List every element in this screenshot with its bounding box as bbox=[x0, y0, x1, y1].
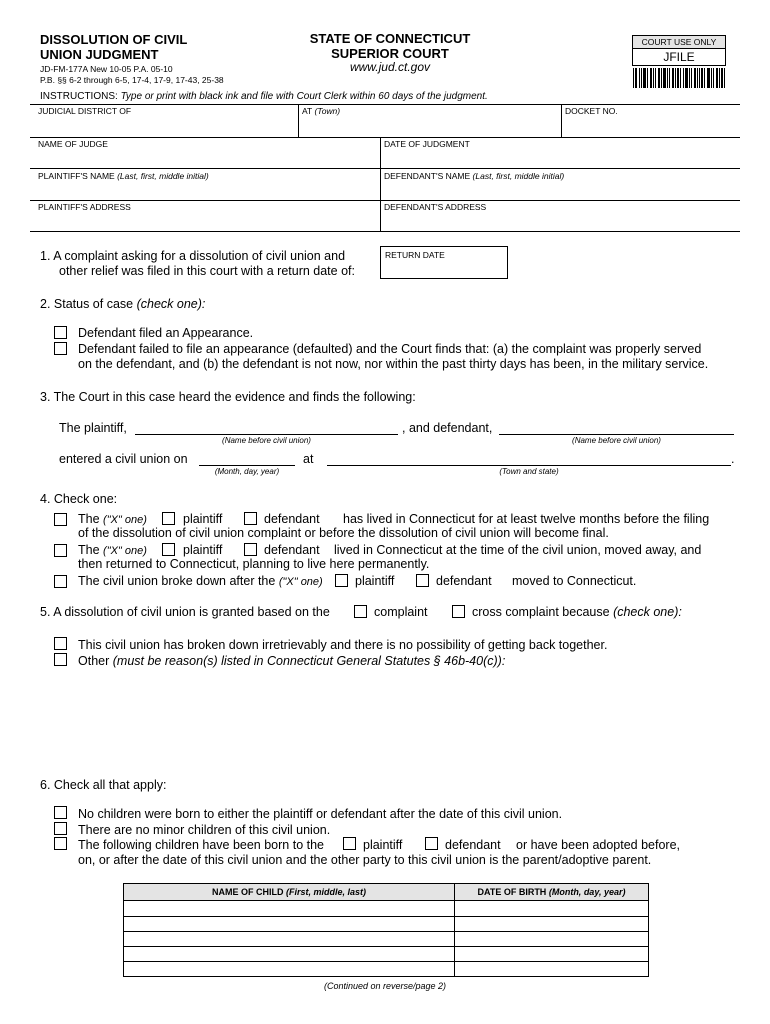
court-website[interactable]: www.jud.ct.gov bbox=[349, 60, 431, 74]
no-minor-children-label: There are no minor children of this civil union. bbox=[78, 823, 331, 837]
town-field[interactable] bbox=[302, 106, 558, 136]
defaulted-label bbox=[78, 342, 708, 372]
plaintiff-label: The plaintiff, bbox=[59, 421, 127, 435]
state-name: STATE OF CONNECTICUT bbox=[309, 31, 471, 46]
return-date-field[interactable] bbox=[380, 246, 508, 279]
children-table-header bbox=[124, 884, 648, 901]
irretrievable-breakdown-label: This civil union has broken down irretrievably and there is no possibility of getting back together. bbox=[78, 638, 608, 652]
period-mark: . bbox=[731, 452, 735, 466]
other-reason-hint: (must be reason(s) listed in Connecticut General Statutes § 46b-40(c)): bbox=[112, 654, 506, 668]
instructions-text: Type or print with black ink and file with Court Clerk within 60 days of the judgment. bbox=[120, 91, 488, 102]
civil-union-town-line[interactable] bbox=[327, 465, 731, 466]
r1-line2: of the dissolution of civil union complaint or before the dissolution of civil union will become final. bbox=[78, 526, 609, 540]
judicial-district-field[interactable] bbox=[38, 106, 296, 136]
other-reason-checkbox[interactable] bbox=[54, 653, 67, 666]
no-children-born-label: No children were born to either the plaintiff or defendant after the date of this civil union. bbox=[78, 807, 563, 821]
r1-x-one: ("X" one) bbox=[103, 514, 147, 526]
residency-returned-checkbox[interactable] bbox=[54, 544, 67, 557]
defaulted-checkbox[interactable] bbox=[54, 342, 67, 355]
child-name-cell-1[interactable] bbox=[125, 902, 453, 916]
r2-tail: lived in Connecticut at the time of the civil union, moved away, and bbox=[334, 543, 702, 557]
children-born-label: The following children have been born to the bbox=[78, 838, 324, 852]
children-plaintiff-label: plaintiff bbox=[363, 838, 403, 852]
form-id-block bbox=[40, 64, 224, 86]
broke-down-after-move-label bbox=[78, 574, 323, 588]
child-name-header bbox=[124, 884, 454, 900]
appearance-filed-checkbox[interactable] bbox=[54, 326, 67, 339]
r2-defendant-checkbox[interactable] bbox=[244, 543, 257, 556]
judge-name-label: NAME OF JUDGE bbox=[38, 139, 108, 149]
return-date-label: RETURN DATE bbox=[385, 250, 445, 260]
section-2-heading-hint: (check one): bbox=[136, 297, 206, 311]
child-dob-header-hint: (Month, day, year) bbox=[548, 887, 626, 897]
r1-tail: has lived in Connecticut for at least twelve months before the filing bbox=[343, 512, 710, 526]
town-label: AT bbox=[302, 106, 313, 116]
child-dob-header-text: DATE OF BIRTH bbox=[477, 887, 547, 897]
r1-plaintiff-label: plaintiff bbox=[183, 512, 223, 526]
child-dob-cell-5[interactable] bbox=[455, 962, 647, 976]
form-title-line1: DISSOLUTION OF CIVIL bbox=[40, 32, 188, 47]
form-title-line2: UNION JUDGMENT bbox=[40, 47, 159, 62]
r1-plaintiff-checkbox[interactable] bbox=[162, 512, 175, 525]
barcode-image bbox=[632, 67, 726, 89]
plaintiff-name-caption: (Name before civil union) bbox=[222, 436, 311, 445]
court-use-box bbox=[632, 35, 726, 66]
plaintiff-name-label: PLAINTIFF'S NAME bbox=[38, 171, 115, 181]
cross-complaint-label bbox=[472, 605, 682, 619]
child-dob-cell-1[interactable] bbox=[455, 902, 647, 916]
residency-returned-label bbox=[78, 543, 147, 557]
civil-union-date-line[interactable] bbox=[199, 465, 295, 466]
r2-x-one: ("X" one) bbox=[103, 545, 147, 557]
other-reason-text: Other bbox=[78, 654, 110, 668]
plaintiff-address-field[interactable] bbox=[38, 202, 376, 230]
plaintiff-address-label: PLAINTIFF'S ADDRESS bbox=[38, 202, 131, 212]
r3-x-one: ("X" one) bbox=[278, 576, 323, 588]
defendant-name-field[interactable] bbox=[384, 171, 736, 199]
residency-12-months-label bbox=[78, 512, 147, 526]
child-dob-cell-2[interactable] bbox=[455, 917, 647, 931]
plaintiff-name-field[interactable] bbox=[38, 171, 376, 199]
judicial-district-label: JUDICIAL DISTRICT OF bbox=[38, 106, 132, 116]
r3-defendant-label: defendant bbox=[436, 574, 492, 588]
continued-note: (Continued on reverse/page 2) bbox=[323, 981, 447, 991]
children-defendant-label: defendant bbox=[445, 838, 501, 852]
children-plaintiff-checkbox[interactable] bbox=[343, 837, 356, 850]
civil-union-town-caption: (Town and state) bbox=[499, 467, 559, 476]
section-6-heading: 6. Check all that apply: bbox=[40, 778, 167, 792]
section-4-heading: 4. Check one: bbox=[40, 492, 118, 506]
judgment-date-label: DATE OF JUDGMENT bbox=[384, 139, 470, 149]
section-1-text bbox=[40, 249, 355, 279]
r3-plaintiff-checkbox[interactable] bbox=[335, 574, 348, 587]
children-tail: or have been adopted before, bbox=[516, 838, 681, 852]
r3-tail: moved to Connecticut. bbox=[512, 574, 637, 588]
court-header bbox=[290, 31, 490, 61]
r2-the: The bbox=[78, 543, 100, 557]
docket-number-field[interactable] bbox=[565, 106, 737, 136]
complaint-label: complaint bbox=[374, 605, 428, 619]
and-defendant-label: , and defendant, bbox=[402, 421, 493, 435]
r3-plaintiff-label: plaintiff bbox=[355, 574, 395, 588]
child-dob-cell-3[interactable] bbox=[455, 932, 647, 946]
plaintiff-name-before-union-line[interactable] bbox=[135, 434, 398, 435]
section-5-heading: 5. A dissolution of civil union is granted based on the bbox=[40, 605, 330, 619]
child-name-cell-5[interactable] bbox=[125, 962, 453, 976]
defaulted-label-line1: Defendant failed to file an appearance (defaulted) and the Court finds that: (a) the complaint was properly served bbox=[78, 342, 702, 356]
broke-down-after-move-checkbox[interactable] bbox=[54, 575, 67, 588]
section-2-heading-text: 2. Status of case bbox=[40, 297, 134, 311]
child-name-header-hint: (First, middle, last) bbox=[286, 887, 367, 897]
r1-the: The bbox=[78, 512, 100, 526]
form-id: JD-FM-177A New 10-05 P.A. 05-10 bbox=[40, 64, 173, 74]
docket-number-label: DOCKET NO. bbox=[565, 106, 618, 116]
residency-12-months-checkbox[interactable] bbox=[54, 513, 67, 526]
child-name-cell-2[interactable] bbox=[125, 917, 453, 931]
cross-complaint-text: cross complaint because bbox=[472, 605, 610, 619]
section-1-line2: other relief was filed in this court with a return date of: bbox=[59, 264, 355, 278]
judge-name-field[interactable] bbox=[38, 139, 376, 167]
town-label-hint: (Town) bbox=[314, 106, 341, 116]
plaintiff-name-hint: (Last, first, middle initial) bbox=[117, 171, 209, 181]
r2-defendant-label: defendant bbox=[264, 543, 320, 557]
section-1-line1: 1. A complaint asking for a dissolution of civil union and bbox=[40, 249, 346, 263]
defendant-address-label: DEFENDANT'S ADDRESS bbox=[384, 202, 487, 212]
appearance-filed-label: Defendant filed an Appearance. bbox=[78, 326, 254, 340]
child-dob-header bbox=[455, 884, 648, 900]
children-table bbox=[123, 883, 649, 977]
children-born-checkbox[interactable] bbox=[54, 837, 67, 850]
practice-book-refs: P.B. §§ 6-2 through 6-5, 17-4, 17-9, 17-43, 25-38 bbox=[40, 75, 224, 85]
irretrievable-breakdown-checkbox[interactable] bbox=[54, 637, 67, 650]
other-reason-label bbox=[78, 654, 505, 668]
judgment-date-field[interactable] bbox=[384, 139, 736, 167]
r3-defendant-checkbox[interactable] bbox=[416, 574, 429, 587]
defendant-name-label: DEFENDANT'S NAME bbox=[384, 171, 471, 181]
complaint-checkbox[interactable] bbox=[354, 605, 367, 618]
no-minor-children-checkbox[interactable] bbox=[54, 822, 67, 835]
defaulted-label-line2: on the defendant, and (b) the defendant is not now, nor within the past thirty days has been, in the military service. bbox=[78, 357, 709, 371]
form-title bbox=[40, 32, 187, 62]
child-name-cell-3[interactable] bbox=[125, 932, 453, 946]
section-3-heading: 3. The Court in this case heard the evidence and finds the following: bbox=[40, 390, 416, 404]
r1-defendant-checkbox[interactable] bbox=[244, 512, 257, 525]
r3-prefix: The civil union broke down after the bbox=[78, 574, 276, 588]
court-use-value: JFILE bbox=[663, 50, 695, 64]
section-2-heading bbox=[40, 297, 205, 311]
child-name-header-text: NAME OF CHILD bbox=[211, 887, 284, 897]
defendant-name-hint: (Last, first, middle initial) bbox=[472, 171, 565, 181]
r2-plaintiff-label: plaintiff bbox=[183, 543, 223, 557]
defendant-name-caption: (Name before civil union) bbox=[572, 436, 661, 445]
child-dob-cell-4[interactable] bbox=[455, 947, 647, 961]
instructions-label: INSTRUCTIONS: bbox=[40, 91, 118, 102]
instructions bbox=[40, 91, 488, 102]
r2-plaintiff-checkbox[interactable] bbox=[162, 543, 175, 556]
defendant-address-field[interactable] bbox=[384, 202, 736, 230]
civil-union-date-caption: (Month, day, year) bbox=[214, 467, 280, 476]
children-defendant-checkbox[interactable] bbox=[425, 837, 438, 850]
r1-defendant-label: defendant bbox=[264, 512, 320, 526]
cross-complaint-hint: (check one): bbox=[613, 605, 682, 619]
court-name: SUPERIOR COURT bbox=[331, 46, 449, 61]
court-use-label: COURT USE ONLY bbox=[633, 36, 725, 49]
child-name-cell-4[interactable] bbox=[125, 947, 453, 961]
entered-civil-union-label: entered a civil union on bbox=[59, 452, 188, 466]
r2-line2: then returned to Connecticut, planning to live here permanently. bbox=[78, 557, 430, 571]
defendant-name-before-union-line[interactable] bbox=[499, 434, 734, 435]
no-children-born-checkbox[interactable] bbox=[54, 806, 67, 819]
children-line2: on, or after the date of this civil union and the other party to this civil union is the parent/adoptive parent. bbox=[78, 853, 652, 867]
cross-complaint-checkbox[interactable] bbox=[452, 605, 465, 618]
at-label: at bbox=[303, 452, 314, 466]
